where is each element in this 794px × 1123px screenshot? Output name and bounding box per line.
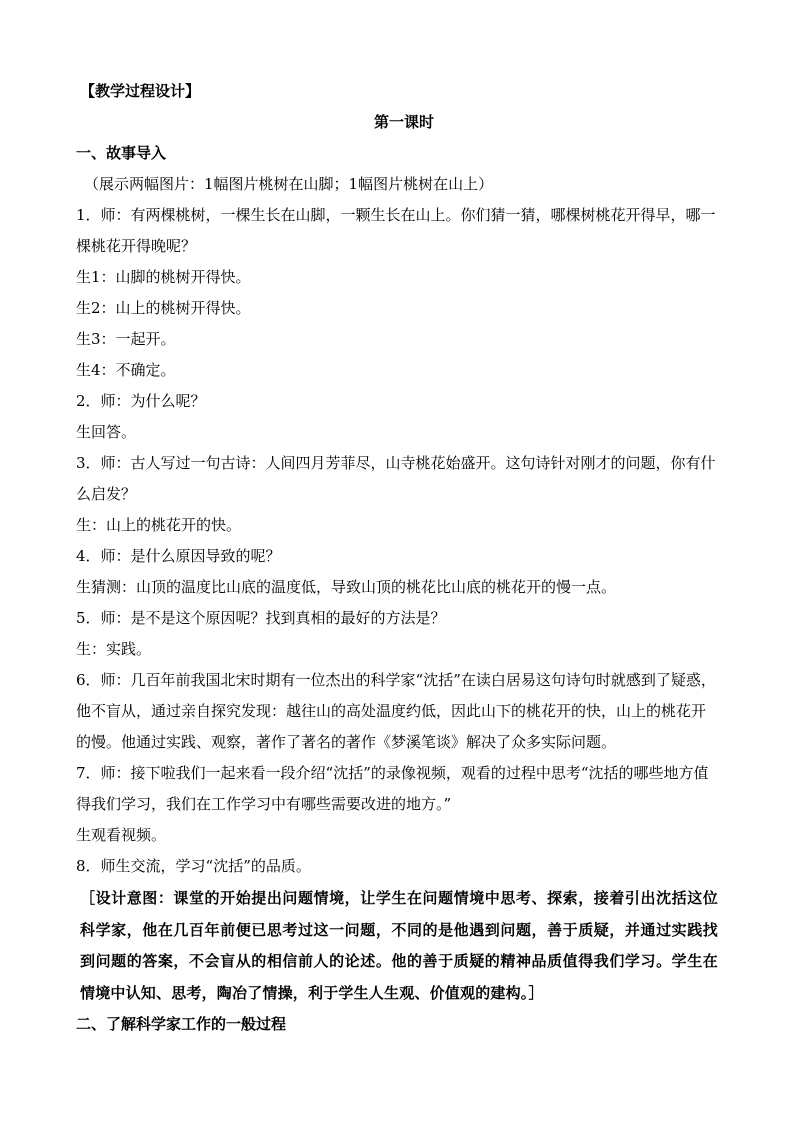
section-title-story: 一、故事导入	[76, 144, 167, 162]
student-answer-2: 生2：山上的桃树开得快。	[76, 299, 251, 317]
student-answer-q5: 生：实践。	[76, 640, 152, 658]
student-answer-1: 生1：山脚的桃树开得快。	[76, 268, 251, 286]
teacher-statement-8: 8．师生交流，学习“沈括”的品质。	[76, 857, 311, 875]
student-action-7: 生观看视频。	[76, 826, 167, 844]
document-page	[76, 76, 720, 1040]
teacher-question-5: 5．师：是不是这个原因呢？找到真相的最好的方法是？	[76, 609, 446, 627]
intro-paragraph: （展示两幅图片：1幅图片桃树在山脚；1幅图片桃树在山上）	[84, 175, 494, 193]
teacher-question-1: 1．师：有两棵桃树，一棵生长在山脚，一颗生长在山上。你们猜一猜，哪棵树桃花开得早，哪一棵桃花开得晚呢？	[76, 206, 716, 255]
student-answer-4: 生4：不确定。	[76, 361, 176, 379]
design-intent-paragraph: ［设计意图：课堂的开始提出问题情境，让学生在问题情境中思考、探索，接着引出沈括这位科学家，他在几百年前便已思考过这一问题，不同的是他遇到问题，善于质疑，并通过实践找到问题的答案，不会盲从的相信前人的论述。他的善于质疑的精神品质值得我们学习。学生在情境中认知、思考，陶冶了情操，利于学生人生观、价值观的建构。］	[80, 889, 718, 1002]
teacher-statement-7: 7．师：接下啦我们一起来看一段介绍“沈括”的录像视频，观看的过程中思考“沈括的哪些地方值得我们学习，我们在工作学习中有哪些需要改进的地方。”	[76, 764, 709, 813]
design-heading: 【教学过程设计】	[80, 82, 201, 100]
teacher-question-3: 3．师：古人写过一句古诗：人间四月芳菲尽，山寺桃花始盛开。这句诗针对刚才的问题，你有什么启发？	[76, 454, 716, 503]
student-answer-q2: 生回答。	[76, 423, 137, 441]
student-answer-3: 生3：一起开。	[76, 330, 176, 348]
student-answer-q4: 生猜测：山顶的温度比山底的温度低，导致山顶的桃花比山底的桃花开的慢一点。	[76, 578, 617, 596]
teacher-question-4: 4．师：是什么原因导致的呢？	[76, 547, 281, 565]
section-title-process: 二、了解科学家工作的一般过程	[76, 1015, 287, 1033]
student-answer-q3: 生：山上的桃花开的快。	[76, 516, 242, 534]
lesson-title: 第一课时	[373, 113, 434, 131]
teacher-statement-6: 6．师：几百年前我国北宋时期有一位杰出的科学家“沈括”在读白居易这句诗句时就感到了疑惑，他不盲从，通过亲自探究发现：越往山的高处温度约低，因此山下的桃花开的快，山上的桃花开的慢。他通过实践、观察，著作了著名的著作《梦溪笔谈》解决了众多实际问题。	[76, 671, 716, 751]
teacher-question-2: 2．师：为什么呢？	[76, 392, 206, 410]
